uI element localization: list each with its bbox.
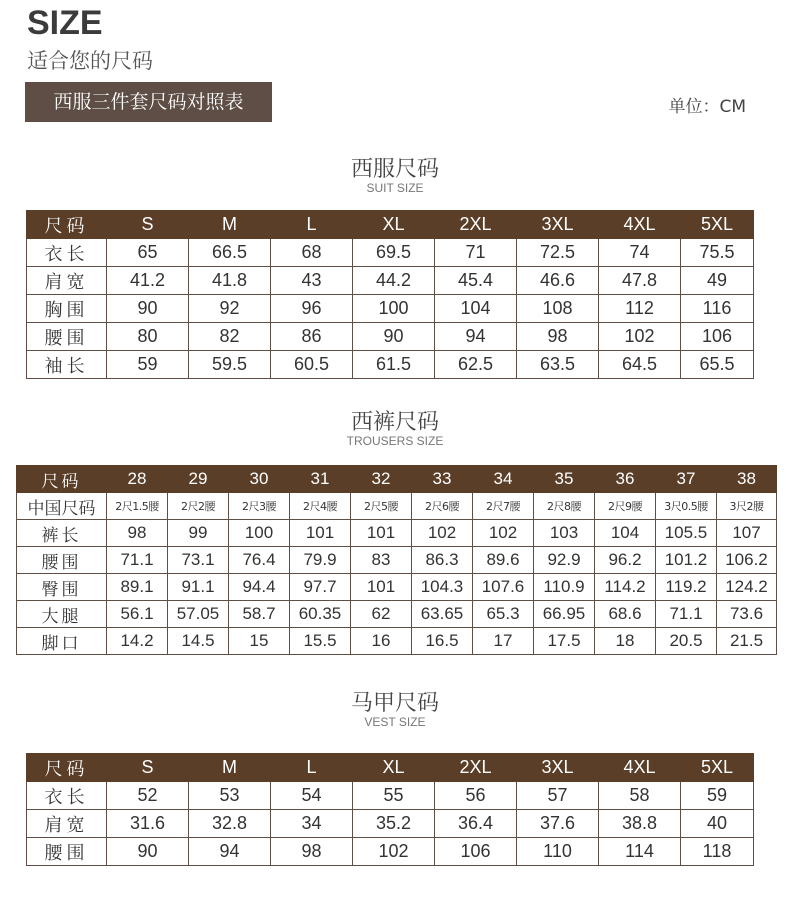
value-cell: 32.8: [189, 810, 271, 838]
value-cell: 96.2: [595, 547, 656, 574]
table-row: [27, 267, 754, 295]
value-cell: 106: [681, 323, 754, 351]
value-cell: 54: [271, 782, 353, 810]
value-cell: 16.5: [412, 628, 473, 655]
value-cell: 2尺9腰: [595, 493, 656, 520]
value-cell: 124.2: [717, 574, 777, 601]
header-cell-size: 37: [656, 466, 717, 493]
header-cell-size: 38: [717, 466, 777, 493]
value-cell: 17.5: [534, 628, 595, 655]
value-cell: 2尺7腰: [473, 493, 534, 520]
value-cell: 21.5: [717, 628, 777, 655]
value-cell: 104.3: [412, 574, 473, 601]
value-cell: 66.5: [189, 239, 271, 267]
value-cell: 102: [412, 520, 473, 547]
value-cell: 94: [435, 323, 517, 351]
value-cell: 106: [435, 838, 517, 866]
value-cell: 61.5: [353, 351, 435, 379]
value-cell: 38.8: [599, 810, 681, 838]
trousers-section-subtitle: TROUSERS SIZE: [346, 434, 444, 448]
value-cell: 49: [681, 267, 754, 295]
table-header-row: [17, 466, 777, 493]
value-cell: 112: [599, 295, 681, 323]
table-row: [27, 838, 754, 866]
trousers-size-table: [16, 465, 777, 655]
header-cell-size: 4XL: [599, 754, 681, 782]
value-cell: 71.1: [656, 601, 717, 628]
value-cell: 90: [107, 838, 189, 866]
value-cell: 99: [168, 520, 229, 547]
vest-size-table: [26, 753, 754, 866]
value-cell: 31.6: [107, 810, 189, 838]
value-cell: 66.95: [534, 601, 595, 628]
value-cell: 72.5: [517, 239, 599, 267]
value-cell: 71: [435, 239, 517, 267]
header-cell-size: L: [271, 211, 353, 239]
value-cell: 98: [271, 838, 353, 866]
table-row: [27, 782, 754, 810]
value-cell: 71.1: [107, 547, 168, 574]
value-cell: 101.2: [656, 547, 717, 574]
value-cell: 107.6: [473, 574, 534, 601]
value-cell: 119.2: [656, 574, 717, 601]
value-cell: 110: [517, 838, 599, 866]
value-cell: 96: [271, 295, 353, 323]
value-cell: 103: [534, 520, 595, 547]
chart-banner: 西服三件套尺码对照表: [25, 82, 272, 122]
value-cell: 14.2: [107, 628, 168, 655]
value-cell: 91.1: [168, 574, 229, 601]
header-cell-size: 33: [412, 466, 473, 493]
value-cell: 98: [107, 520, 168, 547]
value-cell: 2尺8腰: [534, 493, 595, 520]
value-cell: 82: [189, 323, 271, 351]
row-label-cell: 腰围: [27, 838, 107, 866]
value-cell: 2尺6腰: [412, 493, 473, 520]
value-cell: 74: [599, 239, 681, 267]
row-label-cell: 脚口: [17, 628, 107, 655]
vest-section-subtitle: VEST SIZE: [364, 715, 426, 729]
value-cell: 41.8: [189, 267, 271, 295]
value-cell: 44.2: [353, 267, 435, 295]
vest-section-title: 马甲尺码: [350, 691, 439, 716]
value-cell: 97.7: [290, 574, 351, 601]
value-cell: 56.1: [107, 601, 168, 628]
value-cell: 62.5: [435, 351, 517, 379]
header-cell-label: 尺码: [17, 466, 107, 493]
value-cell: 58.7: [229, 601, 290, 628]
table-header-row: [27, 211, 754, 239]
header-cell-size: L: [271, 754, 353, 782]
value-cell: 90: [107, 295, 189, 323]
header-cell-size: 36: [595, 466, 656, 493]
row-label-cell: 腰围: [27, 323, 107, 351]
value-cell: 47.8: [599, 267, 681, 295]
value-cell: 108: [517, 295, 599, 323]
value-cell: 89.1: [107, 574, 168, 601]
value-cell: 15.5: [290, 628, 351, 655]
value-cell: 89.6: [473, 547, 534, 574]
header-cell-size: 29: [168, 466, 229, 493]
header-cell-size: 31: [290, 466, 351, 493]
value-cell: 2尺5腰: [351, 493, 412, 520]
header-cell-size: 3XL: [517, 211, 599, 239]
value-cell: 86.3: [412, 547, 473, 574]
value-cell: 90: [353, 323, 435, 351]
row-label-cell: 肩宽: [27, 267, 107, 295]
table-row: [17, 628, 777, 655]
suit-section-subtitle: SUIT SIZE: [366, 181, 424, 195]
value-cell: 59.5: [189, 351, 271, 379]
page-subtitle: 适合您的尺码: [27, 49, 153, 73]
value-cell: 106.2: [717, 547, 777, 574]
table-row: [17, 493, 777, 520]
table-row: [17, 574, 777, 601]
value-cell: 92.9: [534, 547, 595, 574]
value-cell: 102: [473, 520, 534, 547]
header-cell-size: 30: [229, 466, 290, 493]
value-cell: 94.4: [229, 574, 290, 601]
value-cell: 2尺2腰: [168, 493, 229, 520]
value-cell: 2尺3腰: [229, 493, 290, 520]
value-cell: 37.6: [517, 810, 599, 838]
value-cell: 59: [681, 782, 754, 810]
table-row: [27, 239, 754, 267]
value-cell: 100: [229, 520, 290, 547]
value-cell: 92: [189, 295, 271, 323]
value-cell: 102: [599, 323, 681, 351]
value-cell: 94: [189, 838, 271, 866]
table-row: [17, 601, 777, 628]
value-cell: 52: [107, 782, 189, 810]
value-cell: 17: [473, 628, 534, 655]
header-cell-size: 5XL: [681, 211, 754, 239]
value-cell: 116: [681, 295, 754, 323]
value-cell: 63.65: [412, 601, 473, 628]
value-cell: 68: [271, 239, 353, 267]
value-cell: 98: [517, 323, 599, 351]
value-cell: 73.1: [168, 547, 229, 574]
value-cell: 65.3: [473, 601, 534, 628]
value-cell: 101: [351, 520, 412, 547]
value-cell: 110.9: [534, 574, 595, 601]
value-cell: 68.6: [595, 601, 656, 628]
suit-size-table: [26, 210, 754, 379]
table-row: [17, 520, 777, 547]
row-label-cell: 裤长: [17, 520, 107, 547]
value-cell: 62: [351, 601, 412, 628]
value-cell: 73.6: [717, 601, 777, 628]
header-cell-size: 32: [351, 466, 412, 493]
value-cell: 86: [271, 323, 353, 351]
value-cell: 104: [435, 295, 517, 323]
header-cell-size: XL: [353, 754, 435, 782]
value-cell: 40: [681, 810, 754, 838]
row-label-cell: 胸围: [27, 295, 107, 323]
value-cell: 114: [599, 838, 681, 866]
value-cell: 118: [681, 838, 754, 866]
value-cell: 102: [353, 838, 435, 866]
value-cell: 60.35: [290, 601, 351, 628]
header-cell-size: 35: [534, 466, 595, 493]
table-row: [27, 295, 754, 323]
value-cell: 55: [353, 782, 435, 810]
value-cell: 80: [107, 323, 189, 351]
value-cell: 101: [290, 520, 351, 547]
value-cell: 14.5: [168, 628, 229, 655]
value-cell: 101: [351, 574, 412, 601]
row-label-cell: 衣长: [27, 239, 107, 267]
value-cell: 56: [435, 782, 517, 810]
value-cell: 53: [189, 782, 271, 810]
value-cell: 57.05: [168, 601, 229, 628]
value-cell: 64.5: [599, 351, 681, 379]
value-cell: 75.5: [681, 239, 754, 267]
page-title: SIZE: [27, 4, 103, 42]
header-cell-size: S: [107, 754, 189, 782]
row-label-cell: 臀围: [17, 574, 107, 601]
header-cell-size: 34: [473, 466, 534, 493]
table-row: [27, 810, 754, 838]
value-cell: 41.2: [107, 267, 189, 295]
value-cell: 76.4: [229, 547, 290, 574]
unit-label: 单位：CM: [668, 97, 746, 117]
header-cell-size: M: [189, 211, 271, 239]
value-cell: 3尺0.5腰: [656, 493, 717, 520]
header-cell-size: 5XL: [681, 754, 754, 782]
header-cell-size: XL: [353, 211, 435, 239]
value-cell: 60.5: [271, 351, 353, 379]
value-cell: 45.4: [435, 267, 517, 295]
value-cell: 69.5: [353, 239, 435, 267]
value-cell: 3尺2腰: [717, 493, 777, 520]
trousers-section-title: 西裤尺码: [350, 410, 439, 435]
header-cell-size: 2XL: [435, 211, 517, 239]
table-row: [27, 323, 754, 351]
value-cell: 2尺4腰: [290, 493, 351, 520]
row-label-cell: 中国尺码: [17, 493, 107, 520]
header-cell-label: 尺码: [27, 754, 107, 782]
value-cell: 104: [595, 520, 656, 547]
value-cell: 43: [271, 267, 353, 295]
header-cell-label: 尺码: [27, 211, 107, 239]
value-cell: 65.5: [681, 351, 754, 379]
value-cell: 36.4: [435, 810, 517, 838]
value-cell: 35.2: [353, 810, 435, 838]
value-cell: 57: [517, 782, 599, 810]
suit-section-title: 西服尺码: [350, 157, 439, 182]
value-cell: 20.5: [656, 628, 717, 655]
row-label-cell: 衣长: [27, 782, 107, 810]
value-cell: 16: [351, 628, 412, 655]
value-cell: 2尺1.5腰: [107, 493, 168, 520]
value-cell: 105.5: [656, 520, 717, 547]
value-cell: 114.2: [595, 574, 656, 601]
row-label-cell: 袖长: [27, 351, 107, 379]
value-cell: 34: [271, 810, 353, 838]
value-cell: 15: [229, 628, 290, 655]
table-row: [17, 547, 777, 574]
row-label-cell: 大腿: [17, 601, 107, 628]
value-cell: 58: [599, 782, 681, 810]
header-cell-size: 2XL: [435, 754, 517, 782]
table-header-row: [27, 754, 754, 782]
header-cell-size: M: [189, 754, 271, 782]
value-cell: 79.9: [290, 547, 351, 574]
value-cell: 18: [595, 628, 656, 655]
value-cell: 83: [351, 547, 412, 574]
header-cell-size: 4XL: [599, 211, 681, 239]
value-cell: 100: [353, 295, 435, 323]
header-cell-size: 3XL: [517, 754, 599, 782]
header-cell-size: 28: [107, 466, 168, 493]
value-cell: 46.6: [517, 267, 599, 295]
value-cell: 63.5: [517, 351, 599, 379]
value-cell: 65: [107, 239, 189, 267]
row-label-cell: 肩宽: [27, 810, 107, 838]
value-cell: 59: [107, 351, 189, 379]
row-label-cell: 腰围: [17, 547, 107, 574]
value-cell: 107: [717, 520, 777, 547]
table-row: [27, 351, 754, 379]
header-cell-size: S: [107, 211, 189, 239]
